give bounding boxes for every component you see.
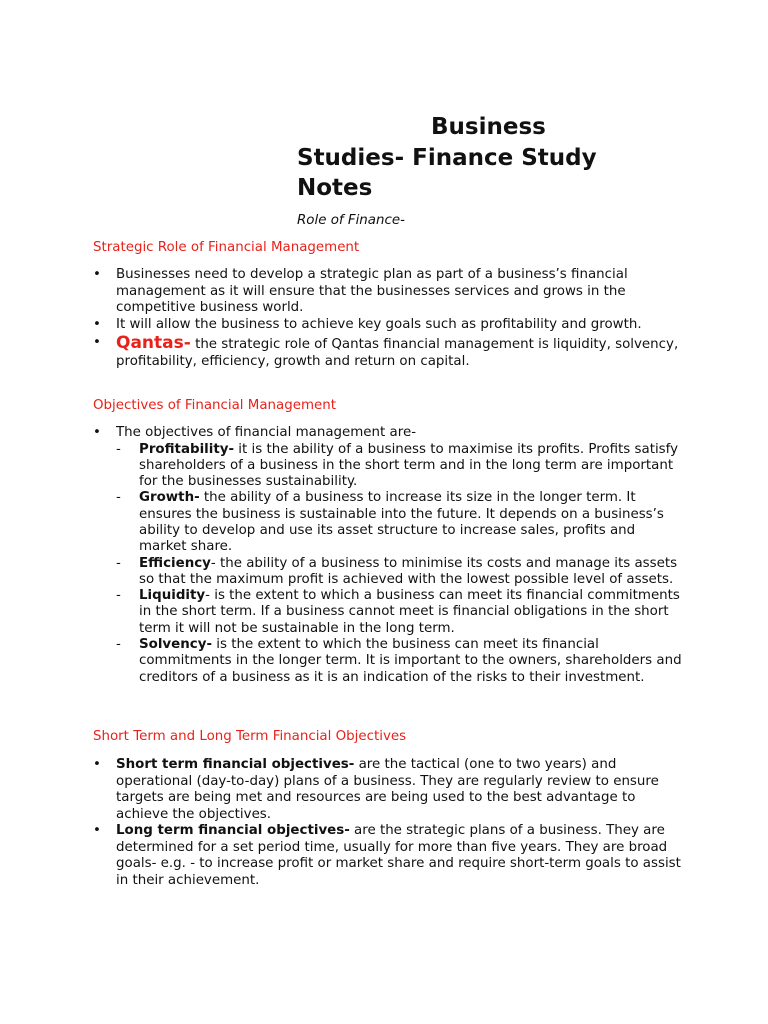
qantas-term: Qantas- xyxy=(116,333,191,353)
sub-item-liquidity xyxy=(116,588,683,637)
list-item-long-term xyxy=(93,823,683,889)
title-line-3: Notes xyxy=(297,175,373,201)
sub-item-term: Efficiency xyxy=(139,555,211,571)
sub-item-term: Solvency- xyxy=(139,637,213,653)
list-item-short-term xyxy=(93,757,683,823)
sub-item-solvency xyxy=(116,637,683,686)
list-item-text: Businesses need to develop a strategic plan as part of a business’s financial management as it will ensure that the businesses services and grows in the competitive business world. xyxy=(116,267,628,315)
sub-item-text: the ability of a business to increase its size in the longer term. It ensures the business is sustainable into the future. It depends on a business’s ability to develop and use its asset structure to increase sales, profits and market share. xyxy=(139,490,664,555)
sub-item-term: Growth- xyxy=(139,490,200,506)
list-item-term: Short term financial objectives- xyxy=(116,757,355,772)
short-long-list xyxy=(93,757,683,889)
sub-item-text: it is the ability of a business to maximise its profits. Profits satisfy shareholders of a business in the short term and in the long term are important for the businesses sustainability. xyxy=(139,441,679,490)
sub-item-term: Liquidity xyxy=(139,588,206,604)
strategic-list xyxy=(93,267,683,370)
qantas-text: the strategic role of Qantas financial management is liquidity, solvency, profitability, efficiency, growth and return on capital. xyxy=(116,337,679,369)
sub-item-profitability xyxy=(116,442,683,491)
list-item-text: are the tactical (one to two years) and operational (day-to-day) plans of a business. They are regularly review to ensure targets are being met and resources are being used to the best advantage to achieve the objectives. xyxy=(116,757,659,822)
subtitle: Role of Finance- xyxy=(297,213,405,228)
objectives-list xyxy=(93,425,683,686)
list-item-text: are the strategic plans of a business. They are determined for a set period time, usually for more than five years. They are broad goals- e.g. - to increase profit or market share and require short-term goals to assist in their achievement. xyxy=(116,823,681,888)
heading-strategic-role: Strategic Role of Financial Management xyxy=(93,240,360,255)
page-title xyxy=(297,112,697,204)
title-line-2: Studies- Finance Study xyxy=(297,144,597,171)
title-line-1: Business xyxy=(431,114,546,140)
list-item xyxy=(93,425,683,686)
sub-item-term: Profitability- xyxy=(139,441,235,457)
sub-item-text: - is the extent to which a business can meet its financial commitments in the short term. If a business cannot meet is financial obligations in the short term it will not be sustainable in the long term. xyxy=(139,588,680,636)
objectives-sublist xyxy=(116,442,683,686)
heading-objectives: Objectives of Financial Management xyxy=(93,398,336,413)
sub-item-text: - the ability of a business to minimise its costs and manage its assets so that the maximum profit is achieved with the lowest possible level of assets. xyxy=(139,555,678,587)
list-item-qantas xyxy=(93,335,683,370)
heading-short-long-term: Short Term and Long Term Financial Objectives xyxy=(93,729,407,744)
list-item-term: Long term financial objectives- xyxy=(116,823,350,838)
sub-item-text: is the extent to which the business can meet its financial commitments in the longer term. It is important to the owners, shareholders and creditors of a business as it is an indication of the risks to their investment. xyxy=(139,637,682,685)
objectives-intro: The objectives of financial management are- xyxy=(116,425,417,440)
list-item xyxy=(93,317,683,334)
sub-item-growth xyxy=(116,490,683,555)
list-item-text: It will allow the business to achieve key goals such as profitability and growth. xyxy=(116,316,642,332)
list-item xyxy=(93,267,683,317)
sub-item-efficiency xyxy=(116,556,683,589)
